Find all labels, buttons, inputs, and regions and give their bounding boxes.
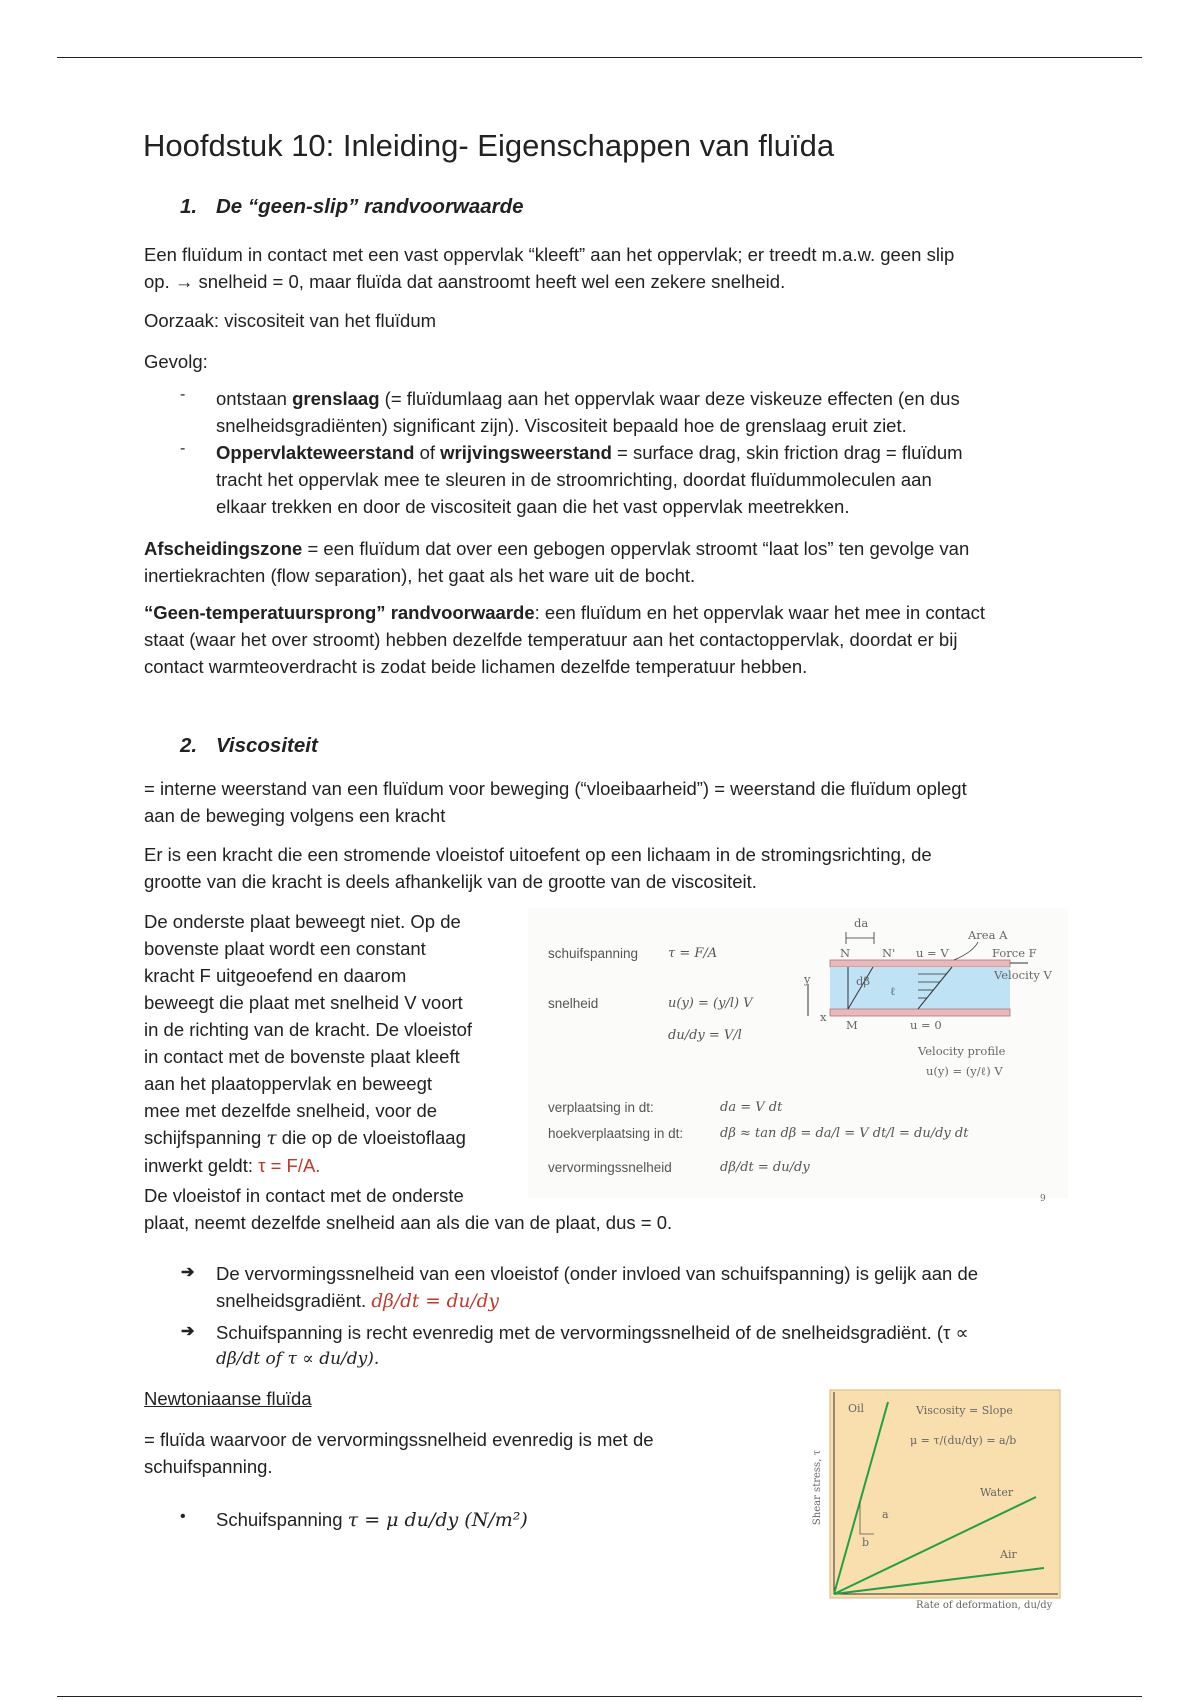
bullet-dash-2: - (180, 440, 186, 457)
fig-label-shear: schuifspanning (548, 946, 639, 961)
deformation-formula-red: dβ/dt = du/dy (371, 1291, 499, 1312)
cap-dbeta: dβ (856, 974, 871, 988)
label-a: a (882, 1508, 889, 1521)
cap-y: y (804, 972, 811, 986)
label-slope-title: Viscosity = Slope (916, 1404, 1013, 1417)
viscosity-figure (812, 1382, 1070, 1622)
bullet-oppervlakteweerstand: Oppervlakteweerstand of wrijvingsweerstand = surface drag, skin friction drag = fluïdum tracht het oppervlak mee te sleuren in de stroomrichting, doordat fluïdummoleculen aan elkaar trekken en door de viscositeit gaan die het vast oppervlak meetrekken. (216, 442, 963, 517)
label-x-axis: Rate of deformation, du/dy (916, 1600, 1053, 1611)
arrow-bullet-2: ➔ (181, 1323, 195, 1340)
shear-formula-red: τ = F/A. (258, 1155, 321, 1176)
noslip-line-2: op. → snelheid = 0, maar fluïda dat aanstroomt heeft wel een zekere snelheid. (144, 271, 786, 292)
label-y-axis: Shear stress, τ (812, 1449, 824, 1526)
fig-eq-shear: τ = F/A (668, 946, 718, 961)
lower-plate (830, 1009, 1010, 1016)
label-slope-eq: μ = τ/(du/dy) = a/b (910, 1434, 1017, 1447)
area-pointer (954, 942, 978, 960)
cap-x: x (820, 1010, 827, 1024)
plates-figure (528, 908, 1068, 1204)
cap-u-0: u = 0 (910, 1018, 942, 1032)
page-number: 9 (1040, 1194, 1046, 1204)
fig-label-speed: snelheid (548, 996, 599, 1011)
cap-velocity: Velocity V (994, 968, 1052, 982)
cap-force: Force F (992, 946, 1037, 960)
fig-eq-speed: u(y) = (y/l) V (668, 996, 753, 1011)
chapter-title: Hoofdstuk 10: Inleiding- Eigenschappen van fluïda (143, 128, 835, 163)
viscosity-force-paragraph: Er is een kracht die een stromende vloeistof uitoefent op een lichaam in de stromingsrichting, de grootte van die kracht is deels afhankelijk van de grootte van de viscositeit. (144, 844, 932, 892)
fig-eq-angle: dβ ≈ tan dβ = da/l = V dt/l = du/dy dt (720, 1126, 969, 1141)
cause-line: Oorzaak: viscositeit van het fluïdum (144, 310, 437, 331)
label-air: Air (1000, 1548, 1017, 1561)
fig-label-rate: vervormingssnelheid (548, 1160, 672, 1175)
label-oil: Oil (848, 1402, 865, 1415)
newtonian-heading: Newtoniaanse fluïda (144, 1388, 312, 1409)
section-2-number: 2. (180, 734, 198, 757)
section-2-heading (180, 734, 318, 758)
upper-plate (830, 960, 1010, 967)
viscosity-chart (820, 1382, 1070, 1622)
cap-u-V: u = V (916, 946, 949, 960)
cap-M: M (846, 1018, 858, 1032)
cap-N-prime: N' (882, 946, 896, 960)
bullet-grenslaag: ontstaan grenslaag (= fluïdumlaag aan het oppervlak waar deze viskeuze effecten (en dus snelheidsgradiënten) significant zijn). Viscositeit bepaald hoe de grenslaag eruit ziet. (216, 388, 960, 436)
top-rule (57, 57, 1142, 58)
cap-da: da (854, 916, 869, 930)
plate-paragraph: De onderste plaat beweegt niet. Op de bovenste plaat wordt een constant kracht F uitgeoefend en daarom beweegt die plaat met snelheid V voort in de richting van de kracht. De vloeistof in contact met de bovenste plaat kleeft aan het plaatoppervlak en beweegt mee met dezelfde snelheid, voor de schijfspanning τ die op de vloeistoflaag inwerkt geldt: τ = F/A. De vloeistof in contact met de onderste plaat, neemt dezelfde snelheid aan als die van de plaat, dus = 0. (144, 911, 673, 1233)
viscosity-definition: = interne weerstand van een fluïdum voor beweging (“vloeibaarheid”) = weerstand die fluïdum oplegt aan de beweging volgens een kracht (144, 778, 967, 826)
shear-stress-formula: τ = μ du/dy (N/m²) (347, 1509, 528, 1531)
bottom-rule (57, 1696, 1142, 1697)
result-label: Gevolg: (144, 351, 208, 372)
temperature-paragraph: “Geen-temperatuursprong” randvoorwaarde: een fluïdum en het oppervlak waar het mee in contact staat (waar het over stroomt) hebben dezelfde temperatuur aan het contactoppervlak, doordat er bij contact warmteoverdracht is zodat beide lichamen dezelfde temperatuur hebben. (144, 602, 986, 677)
label-water: Water (980, 1486, 1014, 1499)
section-2-title: Viscositeit (216, 734, 318, 757)
fig-eq-gradient: du/dy = V/l (668, 1028, 742, 1043)
cap-l: ℓ (890, 984, 896, 998)
section-1-number: 1. (180, 195, 198, 218)
cap-area: Area A (968, 928, 1008, 942)
fig-eq-rate: dβ/dt = du/dy (720, 1160, 810, 1175)
bullet-dot: • (180, 1508, 186, 1525)
fig-label-angle: hoekverplaatsing in dt: (548, 1126, 684, 1141)
cap-profile: Velocity profile (918, 1044, 1006, 1058)
noslip-line-1: Een fluïdum in contact met een vast oppervlak “kleeft” aan het oppervlak; er treedt m.a.w. geen slip (144, 244, 955, 265)
arrow-bullet-1: ➔ (181, 1264, 195, 1281)
section-1-heading (180, 195, 524, 219)
fig-label-disp: verplaatsing in dt: (548, 1100, 654, 1115)
arrow-statement-2: Schuifspanning is recht evenredig met de vervormingssnelheid of de snelheidsgradiënt. (τ ∝ dβ/dt of τ ∝ du/dy). (216, 1322, 969, 1369)
fig-eq-disp: da = V dt (720, 1100, 783, 1115)
newtonian-definition: = fluïda waarvoor de vervormingssnelheid evenredig is met de schuifspanning. (144, 1429, 654, 1477)
separation-paragraph: Afscheidingszone = een fluïdum dat over een gebogen oppervlak stroomt “laat los” ten gevolge van inertiekrachten (flow separation), het gaat als het ware uit de bocht. (144, 538, 970, 586)
arrow-statement-1: De vervormingssnelheid van een vloeistof (onder invloed van schuifspanning) is gelijk aan de snelheidsgradiënt. dβ/dt = du/dy (216, 1263, 979, 1312)
label-b: b (862, 1536, 870, 1549)
cap-profile-eq: u(y) = (y/ℓ) V (926, 1064, 1003, 1078)
bullet-dash-1: - (180, 386, 186, 403)
section-1-title: De “geen-slip” randvoorwaarde (216, 195, 524, 218)
noslip-paragraph (144, 241, 1064, 295)
cap-N: N (840, 946, 851, 960)
shear-stress-bullet: Schuifspanning τ = μ du/dy (N/m²) (216, 1509, 528, 1531)
chart-background (830, 1390, 1060, 1598)
